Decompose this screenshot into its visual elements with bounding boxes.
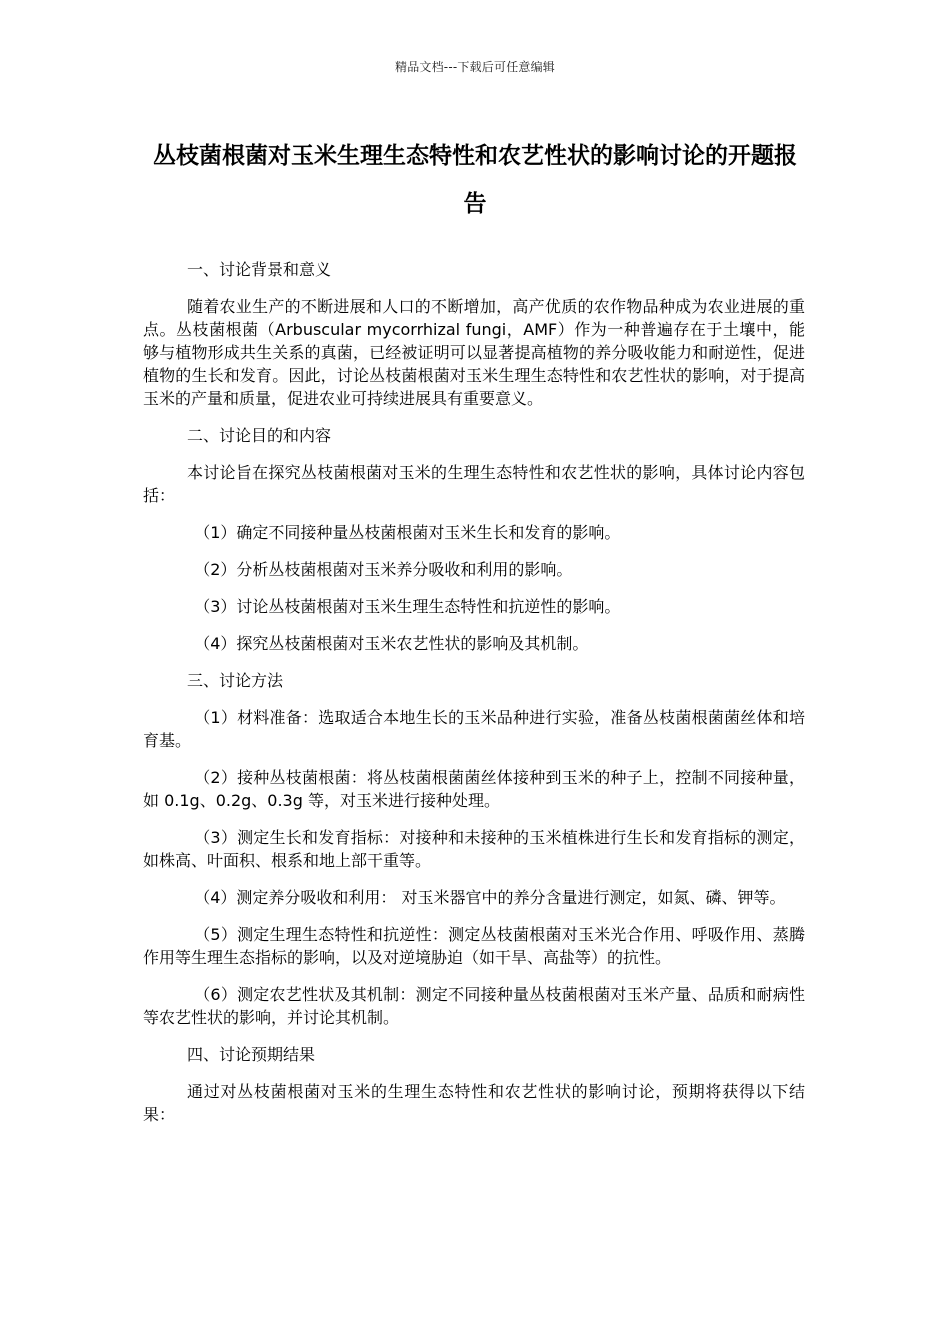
section-3-item-4: （4）测定养分吸收和利用： 对玉米器官中的养分含量进行测定，如氮、磷、钾等。 [194, 888, 786, 907]
section-1-heading: 一、讨论背景和意义 [187, 260, 332, 279]
section-2-item-4: （4）探究丛枝菌根菌对玉米农艺性状的影响及其机制。 [194, 634, 589, 653]
section-3-item-2: （2）接种丛枝菌根菌：将丛枝菌根菌菌丝体接种到玉米的种子上，控制不同接种量，如 0.1g、0.2g、0.3g 等，对玉米进行接种处理。 [143, 768, 805, 810]
section-3-item-6: （6）测定农艺性状及其机制：测定不同接种量丛枝菌根菌对玉米产量、品质和耐病性等农艺性状的影响，并讨论其机制。 [143, 985, 805, 1027]
section-4-paragraph: 通过对丛枝菌根菌对玉米的生理生态特性和农艺性状的影响讨论，预期将获得以下结果： [143, 1082, 805, 1124]
section-2-item-1: （1）确定不同接种量丛枝菌根菌对玉米生长和发育的影响。 [194, 523, 621, 542]
section-2-paragraph: 本讨论旨在探究丛枝菌根菌对玉米的生理生态特性和农艺性状的影响，具体讨论内容包括： [143, 463, 805, 505]
section-2-item-2: （2）分析丛枝菌根菌对玉米养分吸收和利用的影响。 [194, 560, 573, 579]
section-2-heading: 二、讨论目的和内容 [187, 426, 332, 445]
section-4-heading: 四、讨论预期结果 [187, 1045, 316, 1064]
section-3-item-3: （3）测定生长和发育指标：对接种和未接种的玉米植株进行生长和发育指标的测定，如株高、叶面积、根系和地上部干重等。 [143, 828, 805, 870]
section-3-heading: 三、讨论方法 [187, 671, 284, 690]
section-3-item-5: （5）测定生理生态特性和抗逆性：测定丛枝菌根菌对玉米光合作用、呼吸作用、蒸腾作用等生理生态指标的影响，以及对逆境胁迫（如干旱、高盐等）的抗性。 [143, 925, 805, 967]
document-title: 丛枝菌根菌对玉米生理生态特性和农艺性状的影响讨论的开题报告 [153, 143, 797, 217]
section-2-item-3: （3）讨论丛枝菌根菌对玉米生理生态特性和抗逆性的影响。 [194, 597, 621, 616]
header-note: 精品文档---下载后可任意编辑 [395, 60, 555, 74]
section-3-item-1: （1）材料准备：选取适合本地生长的玉米品种进行实验，准备丛枝菌根菌菌丝体和培育基。 [143, 708, 805, 750]
document-body [143, 258, 805, 1140]
section-1-paragraph: 随着农业生产的不断进展和人口的不断增加，高产优质的农作物品种成为农业进展的重点。丛枝菌根菌（Arbuscular mycorrhizal fungi，AMF）作为一种普遍存在于土壤中，能够与植物形成共生关系的真菌，已经被证明可以显著提高植物的养分吸收能力和耐逆性，促进植物的生长和发育。因此，讨论丛枝菌根菌对玉米生理生态特性和农艺性状的影响，对于提高玉米的产量和质量，促进农业可持续进展具有重要意义。 [143, 297, 805, 408]
